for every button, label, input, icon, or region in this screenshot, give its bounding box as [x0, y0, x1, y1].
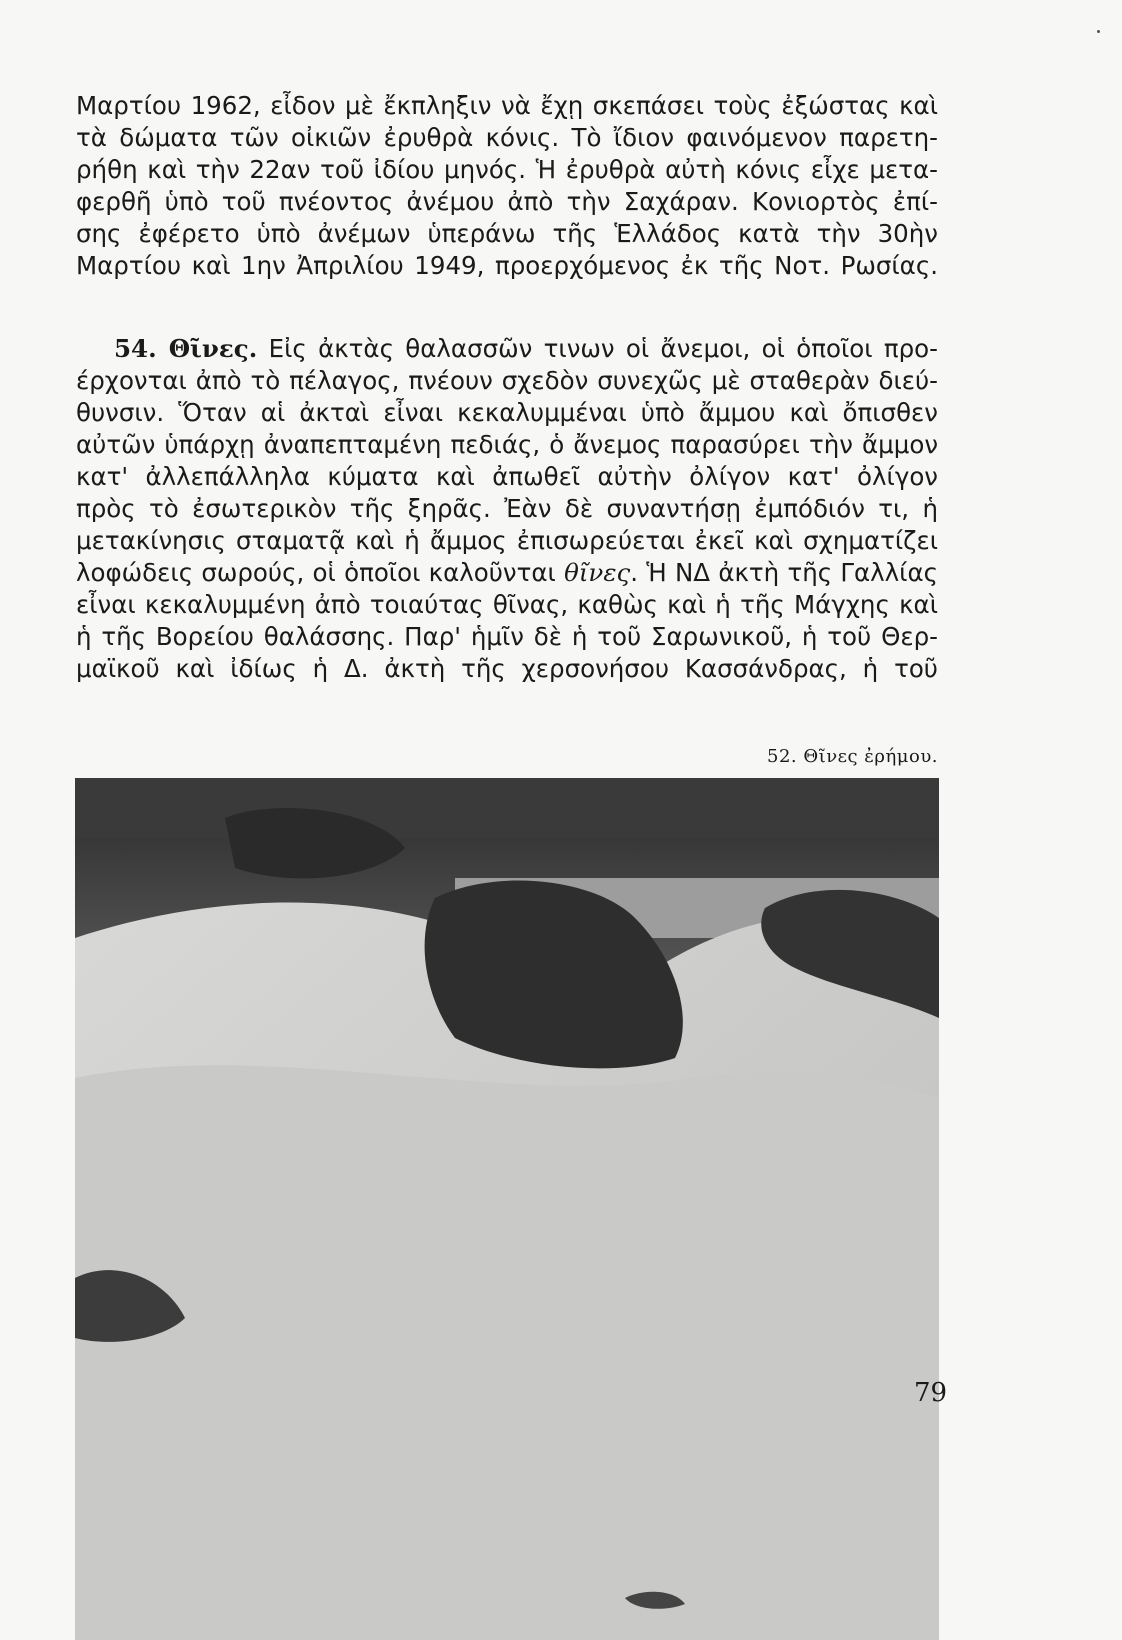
dunes-photograph	[75, 778, 939, 1640]
text-line: εἶναι κεκαλυμμένη ἀπὸ τοιαύτας θῖνας, καθὼς καὶ ἡ τῆς Μάγχης καὶ	[76, 590, 938, 619]
text-line: ἡ τῆς Βορείου θαλάσσης. Παρ' ἡμῖν δὲ ἡ τοῦ Σαρωνικοῦ, ἡ τοῦ Θερ-	[76, 622, 938, 651]
section-heading: 54. Θῖνες.	[114, 334, 258, 363]
text-line: τὰ δώματα τῶν οἰκιῶν ἐρυθρὰ κόνις. Τὸ ἴδιον φαινόμενον παρετη-	[76, 123, 938, 152]
text-line: μαϊκοῦ καὶ ἰδίως ἡ Δ. ἀκτὴ τῆς χερσονήσου Κασσάνδρας, ἡ τοῦ	[76, 654, 938, 683]
page-number: 79	[914, 1378, 948, 1408]
term-italic: θῖνες	[564, 558, 631, 587]
text-line: Μαρτίου 1962, εἶδον μὲ ἔκπληξιν νὰ ἔχῃ σκεπάσει τοὺς ἐξώστας καὶ	[76, 91, 938, 120]
text-line: ρήθη καὶ τὴν 22αν τοῦ ἰδίου μηνός. Ἡ ἐρυθρὰ αὐτὴ κόνις εἶχε μετα-	[76, 155, 938, 184]
text-line: θυνσιν. Ὅταν αἱ ἀκταὶ εἶναι κεκαλυμμέναι ὑπὸ ἄμμου καὶ ὄπισθεν	[76, 398, 938, 427]
section-first-line-text: Εἰς ἀκτὰς θαλασσῶν τινων οἱ ἄνεμοι, οἱ ὁποῖοι προ-	[268, 334, 938, 363]
scan-speck	[1097, 30, 1100, 33]
section-first-line	[114, 333, 938, 364]
text-line: Μαρτίου καὶ 1ην Ἀπριλίου 1949, προερχόμενος ἐκ τῆς Νοτ. Ρωσίας.	[76, 251, 938, 280]
text-line: κατ' ἀλλεπάλληλα κύματα καὶ ἀπωθεῖ αὐτὴν ὀλίγον κατ' ὀλίγον	[76, 462, 938, 491]
text-span: . Ἡ ΝΔ ἀκτὴ τῆς Γαλλίας	[630, 558, 939, 587]
text-line: φερθῆ ὑπὸ τοῦ πνέοντος ἀνέμου ἀπὸ τὴν Σαχάραν. Κονιορτὸς ἐπί-	[76, 187, 938, 216]
text-line-with-term	[76, 557, 938, 588]
text-span: λοφώδεις σωρούς, οἱ ὁποῖοι καλοῦνται	[76, 558, 556, 587]
figure-caption: 52. Θῖνες ἐρήμου.	[767, 746, 938, 767]
text-line: σης ἐφέρετο ὑπὸ ἀνέμων ὑπεράνω τῆς Ἑλλάδος κατὰ τὴν 30ὴν	[76, 219, 938, 248]
text-line: αὐτῶν ὑπάρχῃ ἀναπεπταμένη πεδιάς, ὁ ἄνεμος παρασύρει τὴν ἄμμον	[76, 430, 938, 459]
text-line: μετακίνησις σταματᾷ καὶ ἡ ἄμμος ἐπισωρεύεται ἐκεῖ καὶ σχηματίζει	[76, 526, 938, 555]
text-line: έρχονται ἀπὸ τὸ πέλαγος, πνέουν σχεδὸν συνεχῶς μὲ σταθερὰν διεύ-	[76, 366, 938, 395]
text-line: πρὸς τὸ ἐσωτερικὸν τῆς ξηρᾶς. Ἐὰν δὲ συναντήσῃ ἐμπόδιόν τι, ἡ	[76, 494, 938, 523]
